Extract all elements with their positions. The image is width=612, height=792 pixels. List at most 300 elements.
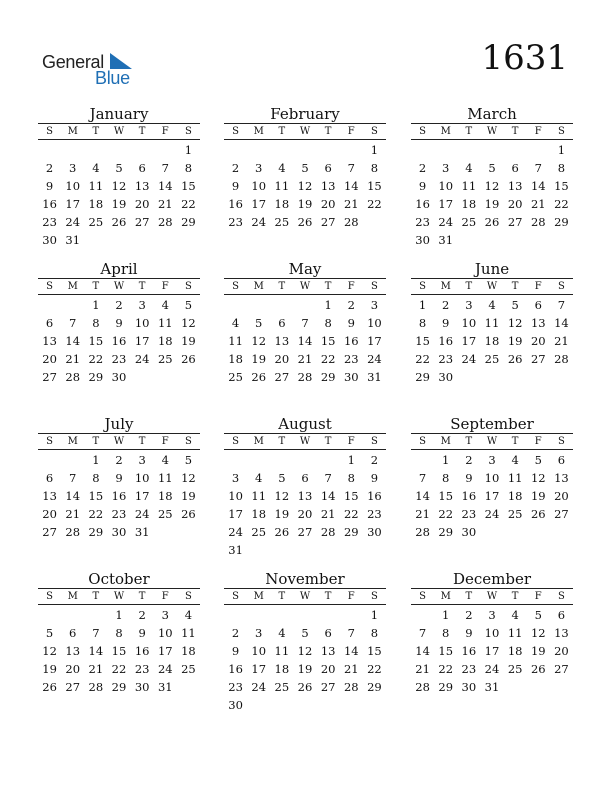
day-grid [38,141,200,249]
day-cell: 30 [461,680,477,694]
day-cell: 12 [507,316,523,330]
day-cell: 1 [557,143,566,157]
day-cell: 30 [134,680,150,694]
day-cell: 7 [69,471,77,485]
day-cell: 3 [255,626,263,640]
day-cell: 20 [134,197,150,211]
day-grid [411,606,573,696]
weekday-label: S [557,591,565,602]
weekday-label: M [253,591,264,602]
day-cell: 4 [465,161,473,175]
day-cell: 14 [343,179,359,193]
day-cell: 17 [461,334,477,348]
day-cell: 30 [111,525,127,539]
day-grid [224,141,386,231]
weekday-label: F [161,591,169,602]
weekday-label: F [161,281,169,292]
day-cell: 3 [255,161,263,175]
day-cell: 11 [157,316,173,330]
day-cell: 31 [65,233,81,247]
day-cell: 16 [415,197,430,211]
weekday-label: F [534,436,542,447]
day-cell: 2 [370,453,379,467]
weekday-label: F [347,281,355,292]
day-cell: 11 [88,179,104,193]
day-cell: 5 [45,626,54,640]
day-cell: 27 [554,507,569,521]
day-cell: 29 [320,370,336,384]
empty-day-cell [480,141,503,159]
day-cell: 18 [274,662,290,676]
day-cell: 19 [530,644,546,658]
day-grid [38,606,200,696]
weekday-label: T [138,281,146,292]
day-cell: 3 [442,161,450,175]
day-cell: 29 [343,525,359,539]
weekday-label: T [138,436,146,447]
day-cell: 28 [415,525,430,539]
weekday-label: F [161,436,169,447]
day-cell: 19 [251,352,267,366]
day-cell: 13 [320,179,336,193]
day-cell: 27 [320,680,336,694]
day-cell: 24 [484,662,500,676]
day-cell: 13 [297,489,313,503]
day-cell: 21 [65,352,81,366]
day-cell: 9 [465,471,473,485]
day-cell: 1 [324,298,332,312]
day-cell: 23 [111,352,127,366]
day-cell: 23 [111,507,127,521]
day-cell: 14 [65,334,81,348]
month-june [411,260,573,386]
weekday-label: W [486,436,498,447]
day-cell: 17 [65,197,81,211]
day-cell: 7 [301,316,309,330]
day-cell: 14 [530,179,546,193]
day-cell: 9 [138,626,146,640]
day-cell: 27 [274,370,290,384]
weekday-label: M [440,436,451,447]
weekday-label: M [440,126,451,137]
empty-day-cell [224,451,247,469]
day-cell: 29 [367,680,382,694]
day-cell: 26 [530,507,546,521]
weekday-label: S [370,436,378,447]
weekday-label: F [534,281,542,292]
day-cell: 24 [438,215,454,229]
day-cell: 22 [88,352,104,366]
day-cell: 14 [297,334,313,348]
day-cell: 14 [415,489,430,503]
day-cell: 1 [92,298,100,312]
weekday-label: S [184,591,192,602]
day-cell: 21 [320,507,336,521]
day-grid [38,296,200,386]
day-cell: 14 [157,179,173,193]
empty-day-cell [247,606,270,624]
day-cell: 16 [228,662,243,676]
day-cell: 11 [228,334,243,348]
day-cell: 16 [228,197,243,211]
day-cell: 22 [367,662,382,676]
day-cell: 25 [274,680,290,694]
month-name: March [467,105,517,123]
day-cell: 12 [251,334,267,348]
empty-day-cell [317,141,340,159]
day-cell: 10 [134,471,150,485]
day-cell: 17 [134,489,150,503]
day-cell: 2 [465,608,473,622]
day-cell: 8 [184,161,193,175]
day-cell: 22 [343,507,359,521]
day-cell: 8 [442,626,450,640]
day-cell: 28 [530,215,546,229]
day-cell: 26 [297,680,313,694]
day-cell: 10 [484,626,500,640]
empty-day-cell [154,141,177,159]
weekday-label: F [347,436,355,447]
day-cell: 1 [370,143,379,157]
day-grid [38,451,200,541]
day-grid [411,296,573,386]
day-cell: 16 [42,197,57,211]
day-cell: 11 [251,489,267,503]
day-cell: 22 [88,507,104,521]
empty-day-cell [340,606,363,624]
day-cell: 23 [367,507,382,521]
day-cell: 21 [343,197,359,211]
month-march [411,105,573,249]
day-cell: 9 [45,179,54,193]
day-cell: 28 [554,352,569,366]
day-cell: 30 [415,233,430,247]
empty-day-cell [411,141,434,159]
day-cell: 20 [274,352,290,366]
day-cell: 8 [370,626,379,640]
empty-day-cell [61,296,84,314]
day-cell: 16 [111,489,127,503]
day-cell: 22 [111,662,127,676]
day-cell: 15 [554,179,569,193]
day-cell: 19 [274,507,290,521]
day-cell: 11 [507,471,523,485]
day-cell: 20 [42,507,57,521]
day-cell: 21 [415,662,430,676]
day-cell: 25 [507,662,523,676]
day-cell: 4 [511,453,519,467]
weekday-label: M [440,281,451,292]
day-cell: 1 [418,298,427,312]
day-cell: 23 [134,662,150,676]
day-cell: 3 [161,608,169,622]
empty-day-cell [527,141,550,159]
empty-day-cell [247,296,270,314]
day-cell: 21 [88,662,104,676]
day-cell: 10 [157,626,173,640]
day-cell: 2 [418,161,427,175]
day-cell: 13 [507,179,523,193]
day-cell: 11 [484,316,500,330]
day-cell: 6 [324,161,332,175]
weekday-label: T [324,126,332,137]
weekday-header-row [224,588,386,605]
weekday-label: T [511,281,519,292]
day-cell: 12 [274,489,290,503]
day-cell: 16 [438,334,454,348]
day-cell: 24 [134,352,150,366]
day-cell: 19 [181,489,196,503]
day-cell: 16 [461,644,477,658]
day-cell: 10 [134,316,150,330]
empty-day-cell [107,141,130,159]
empty-day-cell [38,606,61,624]
weekday-label: M [67,126,78,137]
day-cell: 12 [111,179,127,193]
day-cell: 7 [534,161,542,175]
day-cell: 11 [157,471,173,485]
day-cell: 25 [507,507,523,521]
day-cell: 8 [557,161,566,175]
weekday-label: F [534,591,542,602]
weekday-header-row [38,123,200,140]
empty-day-cell [61,451,84,469]
day-cell: 14 [88,644,104,658]
empty-day-cell [293,141,316,159]
day-cell: 28 [415,680,430,694]
day-cell: 29 [554,215,569,229]
day-cell: 1 [184,143,193,157]
day-cell: 20 [554,489,569,503]
day-cell: 28 [65,370,81,384]
day-cell: 17 [484,644,500,658]
day-cell: 23 [415,215,430,229]
day-cell: 14 [65,489,81,503]
day-cell: 30 [461,525,477,539]
day-cell: 21 [343,662,359,676]
day-cell: 10 [461,316,477,330]
day-cell: 27 [297,525,313,539]
weekday-label: T [138,591,146,602]
weekday-label: S [232,126,239,137]
weekday-label: S [232,281,239,292]
day-cell: 28 [157,215,173,229]
day-cell: 5 [255,316,263,330]
empty-day-cell [293,296,316,314]
day-cell: 13 [274,334,290,348]
day-cell: 19 [297,662,313,676]
day-cell: 4 [161,453,169,467]
empty-day-cell [247,141,270,159]
day-cell: 24 [251,215,267,229]
day-cell: 3 [370,298,379,312]
day-cell: 26 [274,525,290,539]
day-cell: 3 [488,453,496,467]
weekday-label: M [67,436,78,447]
day-cell: 3 [488,608,496,622]
day-cell: 2 [442,298,450,312]
weekday-header-row [224,433,386,450]
year-title: 1631 [481,38,568,78]
day-cell: 10 [228,489,243,503]
day-cell: 19 [111,197,127,211]
day-cell: 8 [324,316,332,330]
day-cell: 24 [251,680,267,694]
day-cell: 5 [534,453,542,467]
day-cell: 1 [370,608,379,622]
empty-day-cell [340,141,363,159]
month-name: January [89,105,149,123]
weekday-header-row [38,278,200,295]
day-cell: 26 [484,215,500,229]
weekday-label: W [113,281,125,292]
day-cell: 26 [42,680,57,694]
day-cell: 27 [507,215,523,229]
day-cell: 29 [438,525,454,539]
month-february [224,105,386,231]
weekday-label: T [465,126,473,137]
day-cell: 6 [534,298,542,312]
day-cell: 2 [115,298,123,312]
day-cell: 22 [367,197,382,211]
day-cell: 17 [134,334,150,348]
day-cell: 31 [484,680,500,694]
weekday-label: S [46,436,53,447]
day-cell: 17 [484,489,500,503]
day-cell: 24 [461,352,477,366]
day-cell: 28 [343,680,359,694]
day-cell: 12 [530,471,546,485]
day-cell: 18 [88,197,104,211]
day-cell: 5 [184,298,193,312]
weekday-label: S [419,281,426,292]
day-cell: 19 [42,662,57,676]
day-cell: 28 [65,525,81,539]
day-cell: 29 [415,370,430,384]
day-cell: 8 [92,316,100,330]
day-cell: 8 [442,471,450,485]
day-cell: 20 [530,334,546,348]
day-cell: 11 [461,179,477,193]
weekday-label: S [184,281,192,292]
day-cell: 16 [343,334,359,348]
weekday-label: T [92,436,100,447]
day-cell: 21 [65,507,81,521]
empty-day-cell [38,141,61,159]
month-name: April [100,260,138,278]
weekday-label: F [534,126,542,137]
weekday-label: M [253,281,264,292]
weekday-label: W [113,591,125,602]
empty-day-cell [270,451,293,469]
day-cell: 10 [484,471,500,485]
day-cell: 6 [301,471,309,485]
day-cell: 4 [255,471,263,485]
day-cell: 17 [157,644,173,658]
day-cell: 2 [115,453,123,467]
day-cell: 10 [65,179,81,193]
day-cell: 21 [530,197,546,211]
weekday-label: W [299,281,311,292]
day-cell: 19 [181,334,196,348]
day-cell: 5 [184,453,193,467]
day-cell: 5 [301,161,309,175]
empty-day-cell [84,141,107,159]
weekday-label: F [161,126,169,137]
day-cell: 13 [42,334,57,348]
day-cell: 10 [367,316,382,330]
day-cell: 31 [228,543,243,557]
day-cell: 3 [231,471,240,485]
day-cell: 15 [181,179,196,193]
day-cell: 14 [343,644,359,658]
day-cell: 29 [111,680,127,694]
day-cell: 6 [278,316,286,330]
day-cell: 7 [92,626,100,640]
day-cell: 24 [65,215,81,229]
day-cell: 23 [438,352,454,366]
day-cell: 8 [115,626,123,640]
day-cell: 24 [134,507,150,521]
weekday-label: S [370,591,378,602]
day-cell: 18 [181,644,196,658]
weekday-label: T [278,436,286,447]
weekday-label: T [278,281,286,292]
weekday-label: F [347,591,355,602]
weekday-label: F [347,126,355,137]
weekday-label: T [511,126,519,137]
day-cell: 11 [507,626,523,640]
day-cell: 21 [415,507,430,521]
day-cell: 20 [65,662,81,676]
day-cell: 20 [42,352,57,366]
day-cell: 6 [69,626,77,640]
day-grid [224,606,386,714]
day-cell: 27 [320,215,336,229]
day-cell: 9 [115,471,123,485]
day-cell: 30 [438,370,454,384]
day-cell: 16 [461,489,477,503]
weekday-header-row [224,278,386,295]
month-september [411,415,573,541]
empty-day-cell [434,141,457,159]
weekday-label: S [557,281,565,292]
weekday-label: T [324,436,332,447]
day-cell: 15 [438,489,454,503]
day-cell: 29 [181,215,196,229]
day-cell: 7 [69,316,77,330]
day-cell: 20 [297,507,313,521]
month-name: September [450,415,534,433]
weekday-label: S [370,281,378,292]
day-cell: 25 [251,525,267,539]
month-november [224,570,386,714]
day-cell: 19 [530,489,546,503]
day-cell: 19 [507,334,523,348]
day-cell: 8 [92,471,100,485]
day-cell: 25 [228,370,243,384]
empty-day-cell [293,451,316,469]
weekday-label: S [419,126,426,137]
month-may [224,260,386,386]
day-cell: 26 [507,352,523,366]
month-december [411,570,573,696]
day-cell: 13 [42,489,57,503]
weekday-label: M [67,591,78,602]
weekday-label: T [465,436,473,447]
weekday-label: T [278,126,286,137]
weekday-label: T [324,591,332,602]
